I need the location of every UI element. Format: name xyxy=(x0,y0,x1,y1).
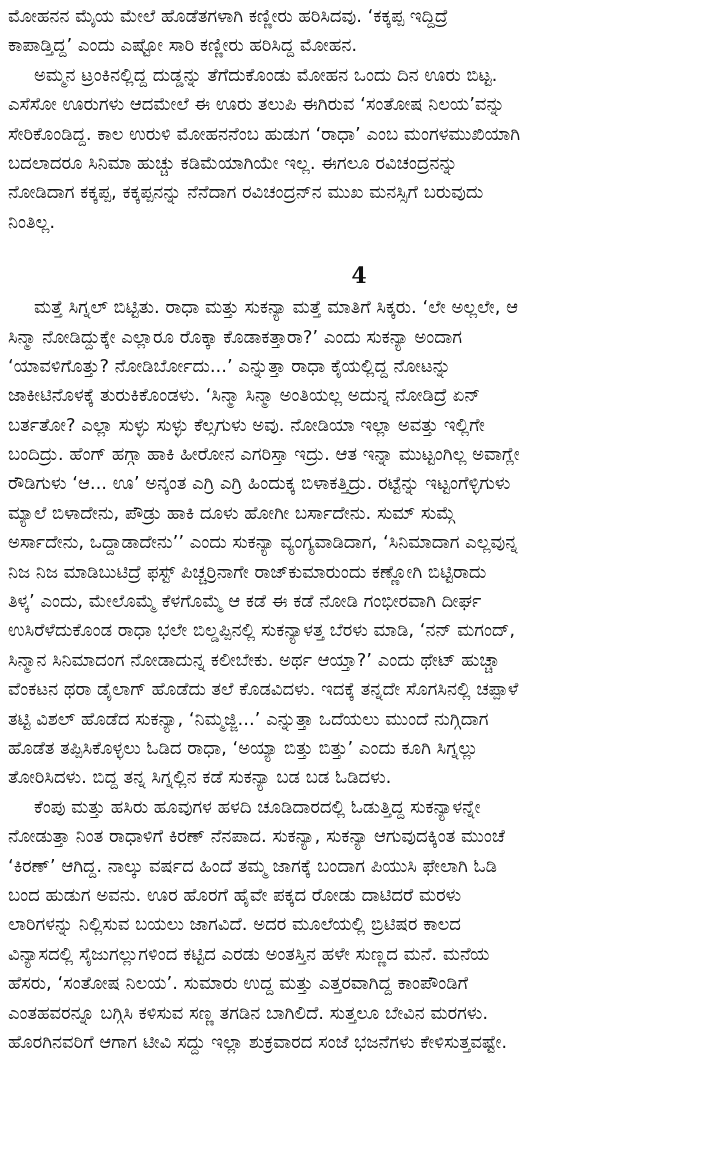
text-line: ನೋಡುತ್ತಾ ನಿಂತ ರಾಧಾಳಿಗೆ ಕಿರಣ್ ನೆನಪಾದ. ಸುಕನ್ಯಾ, ಸುಕನ್ಯಾ ಆಗುವುದಕ್ಕಿಂತ ಮುಂಚೆ xyxy=(8,826,505,848)
chapter-number: 4 xyxy=(351,263,367,290)
text-line: ಕಾಪಾಡ್ತಿದ್ದ’ ಎಂದು ಎಷ್ಟೋ ಸಾರಿ ಕಣ್ಣೀರು ಹರಿಸಿದ್ದ ಮೋಹನ. xyxy=(8,35,358,57)
text-line: ಸೇರಿಕೊಂಡಿದ್ದ. ಕಾಲ ಉರುಳಿ ಮೋಹನನೆಂಬ ಹುಡುಗ ‘ರಾಧಾ’ ಎಂಬ ಮಂಗಳಮುಖಿಯಾಗಿ xyxy=(8,123,521,145)
text-line: ಹೆಸರು, ‘ಸಂತೋಷ ನಿಲಯ’. ಸುಮಾರು ಉದ್ದ ಮತ್ತು ಎತ್ತರವಾಗಿದ್ದ ಕಾಂಪೌಂಡಿಗೆ xyxy=(8,973,469,995)
text-line: ಸಿನ್ಮಾ ನೋಡಿದ್ದುಕ್ಕೇ ಎಲ್ಲಾರೂ ರೊಕ್ಕಾ ಕೊಡಾಕತ್ತಾರಾ?’ ಎಂದು ಸುಕನ್ಯಾ ಅಂದಾಗ xyxy=(8,326,462,348)
text-line: ಜಾಕೀಟಿನೊಳಕ್ಕೆ ತುರುಕಿಕೊಂಡಳು. ‘ಸಿನ್ಮಾ ಸಿನ್ಮಾ ಅಂತಿಯಲ್ಲ ಅದುನ್ನ ನೋಡಿದ್ರೆ ಏನ್ xyxy=(8,385,481,407)
text-line: ವಿನ್ಯಾಸದಲ್ಲಿ ಸೈಜುಗಲ್ಲುಗಳಿಂದ ಕಟ್ಟಿದ ಎರಡು ಅಂತಸ್ತಿನ ಹಳೇ ಸುಣ್ಣದ ಮನೆ. ಮನೆಯ xyxy=(8,943,490,965)
text-line: ಮತ್ತೆ ಸಿಗ್ನಲ್ ಬಿಟ್ಟಿತು. ರಾಧಾ ಮತ್ತು ಸುಕನ್ಯಾ ಮತ್ತೆ ಮಾತಿಗೆ ಸಿಕ್ಕರು. ‘ಲೇ ಅಲ್ಲಲೇ, ಆ xyxy=(34,297,519,319)
text-line: ಸಿನ್ಮಾನ ಸಿನಿಮಾದಂಗ ನೋಡಾದುನ್ನ ಕಲೀಬೇಕು. ಅರ್ಥ ಆಯ್ತಾ?’ ಎಂದು ಥೇಟ್ ಹುಚ್ಚಾ xyxy=(8,649,500,671)
text-line: ಅರ್ಸಾದೇನು, ಒದ್ದಾಡಾದೇನು’’ ಎಂದು ಸುಕನ್ಯಾ ವ್ಯಂಗ್ಯವಾಡಿದಾಗ, ‘ಸಿನಿಮಾದಾಗ ಎಲ್ಲವುನ್ನ xyxy=(8,532,518,554)
text-line: ಬದಲಾದರೂ ಸಿನಿಮಾ ಹುಚ್ಚು ಕಡಿಮೆಯಾಗಿಯೇ ಇಲ್ಲ. ಈಗಲೂ ರವಿಚಂದ್ರನನ್ನು xyxy=(8,152,458,174)
text-line: ರೌಡಿಗುಳು ‘ಆ... ಊ’ ಅನ್ಕಂತ ಎಗ್ರಿ ಎಗ್ರಿ ಹಿಂದುಕ್ಕ ಬಿಳಾಕತ್ತಿದ್ರು. ರಟ್ಟೆನ್ನು ಇಟ್ಟಂಗೆಳ್ಳಿಗುಳು xyxy=(8,473,511,495)
text-line: ನಿಂತಿಲ್ಲ. xyxy=(8,211,56,233)
text-line: ಮ್ಯಾಲೆ ಬಿಳಾದೇನು, ಪೌಡ್ರು ಹಾಕಿ ದೂಳು ಹೋಗೀ ಬರ್ಸಾದೇನು. ಸುಮ್ ಸುಮ್ಗೆ xyxy=(8,502,456,524)
text-line: ಹೊಡೆತ ತಪ್ಪಿಸಿಕೊಳ್ಳಲು ಓಡಿದ ರಾಧಾ, ‘ಅಯ್ಯಾ ಬಿತ್ತು ಬಿತ್ತು’ ಎಂದು ಕೂಗಿ ಸಿಗ್ನಲ್ಲು xyxy=(8,737,478,759)
text-line: ಎಂತಹವರನ್ನೂ ಬಗ್ಗಿಸಿ ಕಳಿಸುವ ಸಣ್ಣ ತಗಡಿನ ಬಾಗಿಲಿದೆ. ಸುತ್ತಲೂ ಬೇವಿನ ಮರಗಳು. xyxy=(8,1002,489,1024)
text-line: ಲಾರಿಗಳನ್ನು ನಿಲ್ಲಿಸುವ ಬಯಲು ಜಾಗವಿದೆ. ಅದರ ಮೂಲೆಯಲ್ಲಿ ಬ್ರಿಟಿಷರ ಕಾಲದ xyxy=(8,914,461,936)
text-line: ಉಸಿರೆಳೆದುಕೊಂಡ ರಾಧಾ ಭಲೇ ಬಿಲ್ಡಪ್ಪಿನಲ್ಲಿ ಸುಕನ್ಯಾಳತ್ತ ಬೆರಳು ಮಾಡಿ, ‘ನನ್ ಮಗಂದ್, xyxy=(8,620,516,642)
text-line: ‘ಕಿರಣ್’ ಆಗಿದ್ದ. ನಾಲ್ಕು ವರ್ಷದ ಹಿಂದೆ ತಮ್ಮ ಜಾಗಕ್ಕೆ ಬಂದಾಗ ಪಿಯುಸಿ ಫೇಲಾಗಿ ಓಡಿ xyxy=(8,855,497,877)
paragraph-1 xyxy=(8,2,710,61)
section-gap xyxy=(8,237,710,261)
text-line: ಹೊರಗಿನವರಿಗೆ ಆಗಾಗ ಟೀವಿ ಸದ್ದು ಇಲ್ಲಾ ಶುಕ್ರವಾರದ ಸಂಜೆ ಭಜನೆಗಳು ಕೇಳಿಸುತ್ತವಷ್ಟೇ. xyxy=(8,1031,508,1053)
text-line: ವೆಂಕಟನ ಥರಾ ಡೈಲಾಗ್ ಹೊಡೆದು ತಲೆ ಕೊಡವಿದಳು. ಇದಕ್ಕೆ ತನ್ನದೇ ಸೊಗಸಿನಲ್ಲಿ ಚಪ್ಪಾಳೆ xyxy=(8,679,519,701)
text-line: ನೋಡಿದಾಗ ಕಕ್ಕಪ್ಪ, ಕಕ್ಕಪ್ಪನನ್ನು ನೆನೆದಾಗ ರವಿಚಂದ್ರನ್‌ನ ಮುಖ ಮನಸ್ಸಿಗೆ ಬರುವುದು xyxy=(8,182,484,204)
text-line: ಬಂದಿದ್ರು. ಹೆಂಗ್ ಹಗ್ಗಾ ಹಾಕಿ ಹೀರೋನ ಎಗರಿಸ್ತಾ ಇದ್ರು. ಆತ ಇನ್ನಾ ಮುಟ್ಟಂಗಿಲ್ಲ ಅವಾಗ್ಲೇ xyxy=(8,444,520,466)
text-line: ಅಮ್ಮನ ಟ್ರಂಕಿನಲ್ಲಿದ್ದ ದುಡ್ಡನ್ನು ತೆಗೆದುಕೊಂಡು ಮೋಹನ ಒಂದು ದಿನ ಊರು ಬಿಟ್ಟ. xyxy=(34,64,498,86)
text-line: ಮೋಹನನ ಮೈಯ ಮೇಲೆ ಹೊಡೆತಗಳಾಗಿ ಕಣ್ಣೀರು ಹರಿಸಿದವು. ‘ಕಕ್ಕಪ್ಪ ಇದ್ದಿದ್ರೆ xyxy=(8,6,449,27)
text-line: ತೋರಿಸಿದಳು. ಬಿದ್ದ ತನ್ನ ಸಿಗ್ನಲ್ಲಿನ ಕಡೆ ಸುಕನ್ಯಾ ಬಡ ಬಡ ಓಡಿದಳು. xyxy=(8,767,392,789)
paragraph-4 xyxy=(8,793,710,1058)
text-line: ಕೆಂಪು ಮತ್ತು ಹಸಿರು ಹೂವುಗಳ ಹಳದಿ ಚೂಡಿದಾರದಲ್ಲಿ ಓಡುತ್ತಿದ್ದ ಸುಕನ್ಯಾಳನ್ನೇ xyxy=(34,796,481,818)
text-line: ತಿಳ್ಕ’ ಎಂದು, ಮೇಲೊಮ್ಮೆ ಕೆಳಗೊಮ್ಮೆ ಆ ಕಡೆ ಈ ಕಡೆ ನೋಡಿ ಗಂಭೀರವಾಗಿ ದೀರ್ಘ xyxy=(8,591,482,613)
text-line: ‘ಯಾವಳಿಗೊತ್ತು? ನೋಡಿರ್ಬೋದು...’ ಎನ್ನುತ್ತಾ ರಾಧಾ ಕೈಯಲ್ಲಿದ್ದ ನೋಟನ್ನು xyxy=(8,355,451,377)
text-line: ತಟ್ಟಿ ವಿಶಲ್ ಹೊಡೆದ ಸುಕನ್ಯಾ, ‘ನಿಮ್ಮಜ್ಜಿ...’ ಎನ್ನುತ್ತಾ ಒದೆಯಲು ಮುಂದೆ ನುಗ್ಗಿದಾಗ xyxy=(8,708,489,730)
text-line: ಬಂದ ಹುಡುಗ ಅವನು. ಊರ ಹೊರಗೆ ಹೈವೇ ಪಕ್ಕದ ರೋಡು ದಾಟಿದರೆ ಮರಳು xyxy=(8,884,462,906)
text-line: ಬರ್ತತೋ? ಎಲ್ಲಾ ಸುಳ್ಳು ಸುಳ್ಳು ಕೆಲ್ಸಗುಳು ಅವು. ನೋಡಿಯಾ ಇಲ್ಲಾ ಅವತ್ತು ಇಲ್ಲಿಗೇ xyxy=(8,414,485,436)
paragraph-3 xyxy=(8,293,710,793)
text-line: ಎಸೆಸೋ ಊರುಗಳು ಆದಮೇಲೆ ಈ ಊರು ತಲುಪಿ ಈಗಿರುವ ‘ಸಂತೋಷ ನಿಲಯ’ವನ್ನು xyxy=(8,94,505,116)
text-line: ನಿಜ ನಿಜ ಮಾಡಿಬುಟಿದ್ರೆ ಫಸ್ಟ್ ಪಿಚ್ಚರ್ರಿನಾಗೇ ರಾಜ್‌ಕುಮಾರುಂದು ಕಣ್ಣೋಗಿ ಬಿಟ್ಟಿರಾದು xyxy=(8,561,487,583)
paragraph-2 xyxy=(8,61,710,237)
